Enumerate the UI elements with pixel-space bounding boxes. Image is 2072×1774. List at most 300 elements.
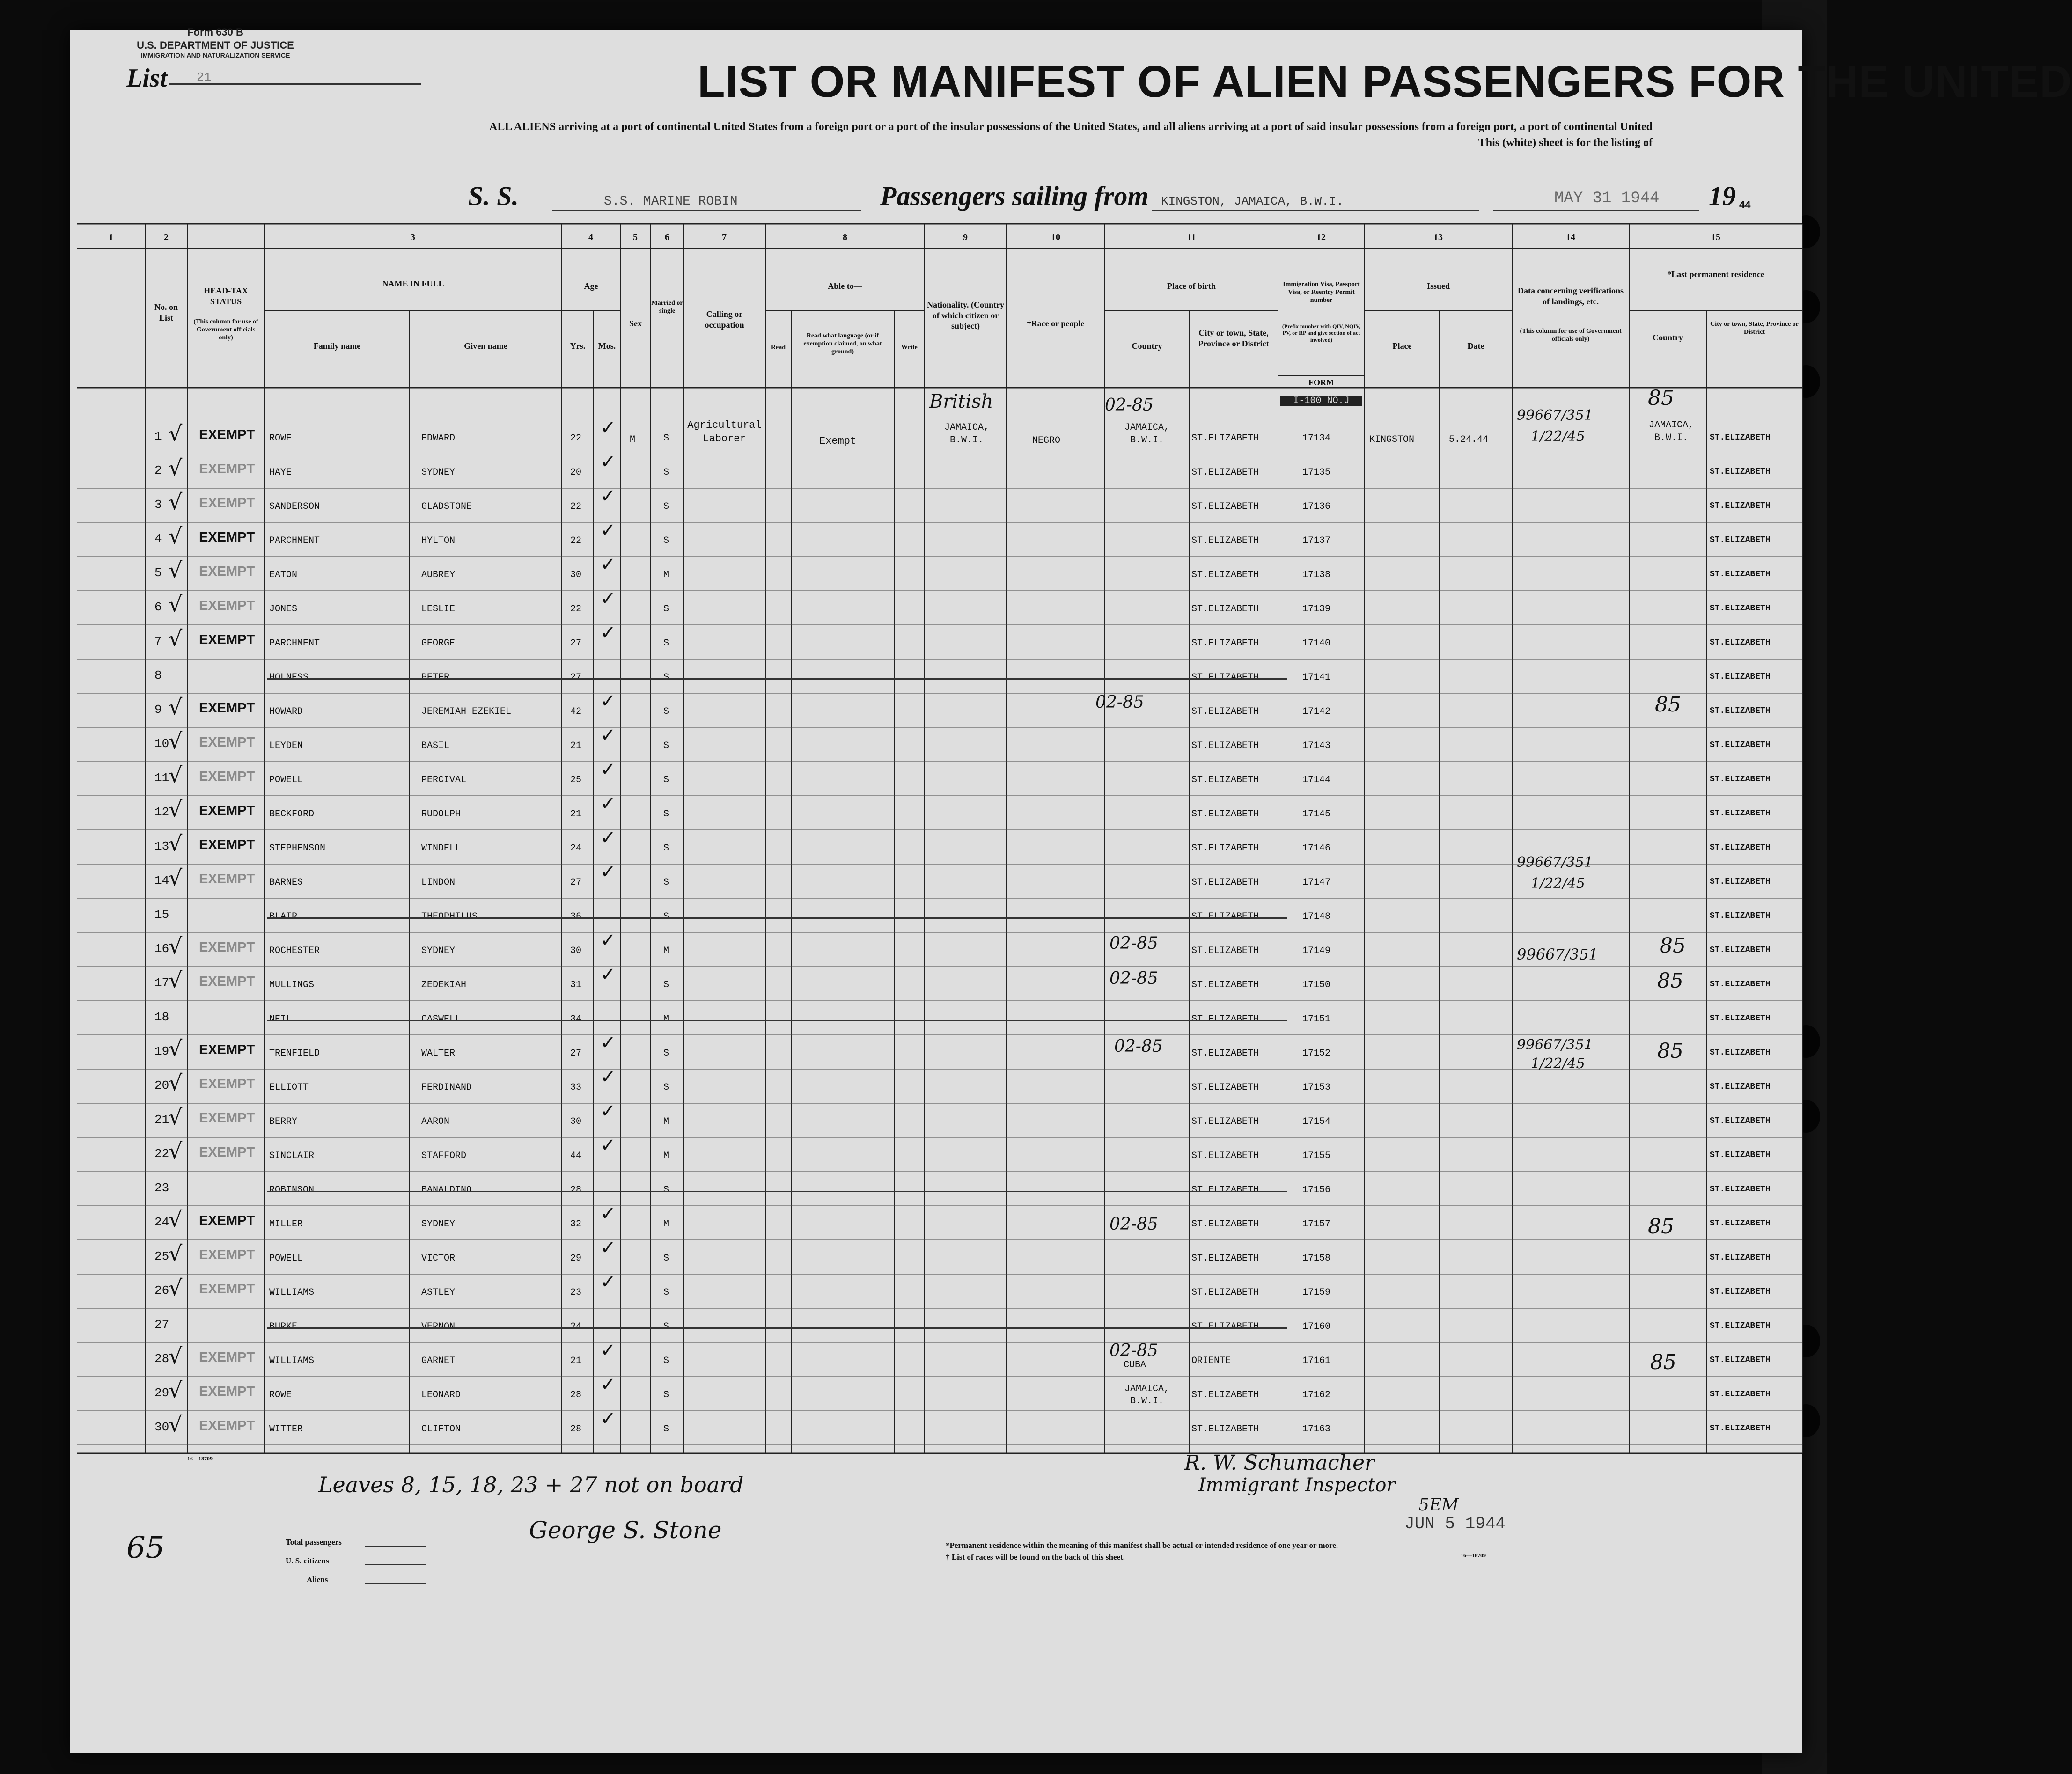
header-age: Age bbox=[584, 281, 598, 291]
row-res-city: ST.ELIZABETH bbox=[1710, 1321, 1771, 1331]
row-family: TRENFIELD bbox=[269, 1048, 320, 1059]
read-language: Exempt bbox=[819, 435, 857, 447]
row-city: ST.ELIZABETH bbox=[1191, 1287, 1259, 1298]
check-mark: √ bbox=[169, 933, 183, 959]
sailing-date: MAY 31 1944 bbox=[1554, 190, 1660, 207]
footer-citizens-line bbox=[365, 1564, 426, 1565]
row-status: S bbox=[663, 809, 669, 820]
row-res-city: ST.ELIZABETH bbox=[1710, 604, 1771, 613]
subtitle-line-2: This (white) sheet is for the listing of bbox=[1478, 136, 1653, 149]
check-mark: ✓ bbox=[600, 485, 616, 507]
row-status: S bbox=[663, 775, 669, 785]
occupation: Agricultural Laborer bbox=[687, 419, 762, 445]
row-res-city: ST.ELIZABETH bbox=[1710, 740, 1771, 750]
service: IMMIGRATION AND NATURALIZATION SERVICE bbox=[140, 51, 290, 59]
birth-country-note: CUBA bbox=[1124, 1360, 1146, 1371]
nationality-handwritten: British bbox=[929, 391, 993, 412]
row-age: 20 bbox=[570, 467, 582, 478]
ship-name: S.S. MARINE ROBIN bbox=[604, 194, 738, 209]
check-mark: √ bbox=[169, 968, 183, 993]
row-age: 27 bbox=[570, 877, 582, 888]
check-mark: √ bbox=[169, 694, 183, 719]
row-no: 16 bbox=[154, 942, 169, 956]
check-mark: √ bbox=[169, 523, 183, 549]
row-no: 7 bbox=[154, 634, 162, 648]
row-age: 29 bbox=[570, 1253, 582, 1264]
check-mark: ✓ bbox=[600, 725, 616, 746]
row-no: 30 bbox=[154, 1420, 169, 1434]
row-visa: 17138 bbox=[1302, 570, 1331, 580]
row-tax: EXEMPT bbox=[199, 1077, 255, 1092]
row-age: 28 bbox=[570, 1390, 582, 1400]
hw-code: 02-85 bbox=[1114, 1037, 1163, 1056]
hw-code: 02-85 bbox=[1109, 1341, 1158, 1360]
row-visa: 17163 bbox=[1302, 1424, 1331, 1435]
row-given: BANALDINO bbox=[421, 1185, 472, 1195]
hw-verification-date: 1/22/45 bbox=[1531, 875, 1585, 892]
row-family: MILLER bbox=[269, 1219, 303, 1230]
row-status: S bbox=[663, 433, 669, 444]
birth-country: JAMAICA, B.W.I. bbox=[1124, 422, 1169, 446]
column-number: 4 bbox=[588, 232, 593, 242]
year-label: 19 bbox=[1709, 181, 1736, 211]
row-visa: 17135 bbox=[1302, 467, 1331, 478]
footer-aliens-line bbox=[365, 1583, 426, 1584]
row-age: 28 bbox=[570, 1424, 582, 1435]
row-no: 28 bbox=[154, 1352, 169, 1366]
row-city: ST.ELIZABETH bbox=[1191, 1082, 1259, 1093]
row-status: S bbox=[663, 638, 669, 649]
row-res-city: ST.ELIZABETH bbox=[1710, 911, 1771, 921]
hw-code: 02-85 bbox=[1095, 693, 1144, 712]
header-place-of-birth: Place of birth bbox=[1167, 281, 1216, 291]
row-family: STEPHENSON bbox=[269, 843, 326, 854]
check-mark: √ bbox=[169, 1412, 183, 1437]
column-number: 9 bbox=[963, 232, 968, 242]
footer-citizens-label: U. S. citizens bbox=[286, 1556, 329, 1565]
check-mark: √ bbox=[169, 592, 183, 617]
row-res-city: ST.ELIZABETH bbox=[1710, 1253, 1771, 1262]
row-city: ST.ELIZABETH bbox=[1191, 1014, 1259, 1025]
hw-res-code: 85 bbox=[1648, 386, 1674, 410]
row-family: SANDERSON bbox=[269, 501, 320, 512]
row-res-city: ST.ELIZABETH bbox=[1710, 535, 1771, 545]
row-visa: 17154 bbox=[1302, 1116, 1331, 1127]
row-visa: 17146 bbox=[1302, 843, 1331, 854]
row-city: ST.ELIZABETH bbox=[1191, 1116, 1259, 1127]
header-issued: Issued bbox=[1426, 281, 1450, 291]
column-number: 14 bbox=[1566, 232, 1575, 242]
row-no: 1 bbox=[154, 429, 162, 443]
row-no: 26 bbox=[154, 1283, 169, 1298]
header-head-tax: HEAD-TAX STATUS bbox=[204, 286, 248, 306]
row-given: WALTER bbox=[421, 1048, 456, 1059]
hw-verification: 99667/351 bbox=[1517, 407, 1593, 424]
row-visa: 17158 bbox=[1302, 1253, 1331, 1264]
row-no: 4 bbox=[154, 532, 162, 546]
row-family: LEYDEN bbox=[269, 740, 303, 751]
row-city: ST.ELIZABETH bbox=[1191, 638, 1259, 649]
row-given: GLADSTONE bbox=[421, 501, 472, 512]
row-city: ST.ELIZABETH bbox=[1191, 911, 1259, 922]
row-visa: 17157 bbox=[1302, 1219, 1331, 1230]
header-married: Married or single bbox=[651, 300, 683, 315]
check-mark: √ bbox=[169, 1070, 183, 1095]
row-given: CASWELL bbox=[421, 1014, 461, 1025]
hw-signature: George S. Stone bbox=[529, 1517, 722, 1544]
row-tax: EXEMPT bbox=[199, 735, 255, 750]
row-age: 42 bbox=[570, 706, 582, 717]
row-res-city: ST.ELIZABETH bbox=[1710, 877, 1771, 887]
row-status: S bbox=[663, 843, 669, 854]
header-landings-note: (This column for use of Government officials only) bbox=[1520, 328, 1622, 343]
row-status: S bbox=[663, 1390, 669, 1400]
row-age: 21 bbox=[570, 809, 582, 820]
row-age: 22 bbox=[570, 535, 582, 546]
row-age: 27 bbox=[570, 638, 582, 649]
hw-res-code: 85 bbox=[1650, 1350, 1676, 1374]
row-visa: 17156 bbox=[1302, 1185, 1331, 1195]
row-status: S bbox=[663, 672, 669, 683]
row-city: ST.ELIZABETH bbox=[1191, 1048, 1259, 1059]
header-visa: Immigration Visa, Passport Visa, or Reentry Permit number bbox=[1283, 281, 1360, 304]
row-res-city: ST.ELIZABETH bbox=[1710, 1390, 1771, 1399]
row-no: 25 bbox=[154, 1249, 169, 1263]
check-mark: √ bbox=[169, 557, 183, 583]
header-nationality: Nationality. (Country of which citizen or subject) bbox=[927, 300, 1005, 330]
ss-label: S. S. bbox=[468, 181, 519, 211]
row-city: ORIENTE bbox=[1191, 1356, 1231, 1366]
header-visa-form: FORM bbox=[1308, 378, 1334, 387]
row-family: BURKE bbox=[269, 1321, 298, 1332]
header-family-name: Family name bbox=[313, 341, 361, 351]
row-status: S bbox=[663, 1356, 669, 1366]
row-tax: EXEMPT bbox=[199, 974, 255, 989]
row-status: S bbox=[663, 1287, 669, 1298]
header-res-country: Country bbox=[1652, 333, 1683, 342]
column-number: 8 bbox=[843, 232, 847, 242]
row-age: 22 bbox=[570, 433, 582, 444]
row-no: 24 bbox=[154, 1215, 169, 1229]
check-mark: √ bbox=[169, 797, 183, 822]
row-tax: EXEMPT bbox=[199, 1111, 255, 1126]
hw-inspector-title: Immigrant Inspector bbox=[1198, 1474, 1396, 1496]
row-tax: EXEMPT bbox=[199, 632, 255, 647]
row-no: 14 bbox=[154, 873, 169, 887]
row-visa: 17147 bbox=[1302, 877, 1331, 888]
row-given: EDWARD bbox=[421, 433, 456, 444]
row-city: ST.ELIZABETH bbox=[1191, 877, 1259, 888]
row-family: PARCHMENT bbox=[269, 535, 320, 546]
strike-through-line bbox=[267, 1327, 1287, 1329]
row-age: 36 bbox=[570, 911, 582, 922]
row-family: HAYE bbox=[269, 467, 292, 478]
row-no: 8 bbox=[154, 668, 162, 682]
row-given: THEOPHILUS bbox=[421, 911, 478, 922]
row-age: 21 bbox=[570, 740, 582, 751]
row-age: 25 bbox=[570, 775, 582, 785]
res-country: JAMAICA, B.W.I. bbox=[1648, 420, 1694, 443]
row-age: 32 bbox=[570, 1219, 582, 1230]
check-mark: ✓ bbox=[600, 930, 616, 951]
row-age: 33 bbox=[570, 1082, 582, 1093]
row-no: 12 bbox=[154, 805, 169, 819]
row-no: 22 bbox=[154, 1147, 169, 1161]
row-res-city: ST.ELIZABETH bbox=[1710, 1116, 1771, 1126]
check-mark: √ bbox=[169, 626, 183, 651]
check-mark: ✓ bbox=[600, 793, 616, 814]
strike-through-line bbox=[267, 1191, 1287, 1192]
column-number: 3 bbox=[411, 232, 415, 242]
row-visa: 17151 bbox=[1302, 1014, 1331, 1025]
check-mark: √ bbox=[169, 1036, 183, 1061]
row-family: EATON bbox=[269, 570, 298, 580]
row-age: 21 bbox=[570, 1356, 582, 1366]
check-mark: √ bbox=[169, 762, 183, 788]
check-mark: √ bbox=[169, 1378, 183, 1403]
issued-place: KINGSTON bbox=[1369, 434, 1415, 445]
row-res-city: ST.ELIZABETH bbox=[1710, 1185, 1771, 1194]
row-given: VICTOR bbox=[421, 1253, 456, 1264]
check-mark: √ bbox=[169, 1343, 183, 1369]
row-status: S bbox=[663, 1185, 669, 1195]
hw-verification: 99667/351 bbox=[1517, 946, 1598, 963]
check-mark: ✓ bbox=[600, 1271, 616, 1293]
row-family: NEIL bbox=[269, 1014, 292, 1025]
row-visa: 17150 bbox=[1302, 980, 1331, 990]
row-tax: EXEMPT bbox=[199, 803, 255, 818]
row-res-city: ST.ELIZABETH bbox=[1710, 1219, 1771, 1228]
row-visa: 17140 bbox=[1302, 638, 1331, 649]
row-city: ST.ELIZABETH bbox=[1191, 672, 1259, 683]
row-res-city: ST.ELIZABETH bbox=[1710, 672, 1771, 682]
row-given: STAFFORD bbox=[421, 1151, 467, 1161]
row-res-city: ST.ELIZABETH bbox=[1710, 1151, 1771, 1160]
header-sex: Sex bbox=[629, 319, 642, 328]
row-city: ST.ELIZABETH bbox=[1191, 1185, 1259, 1195]
row-age: 30 bbox=[570, 1116, 582, 1127]
check-mark: √ bbox=[169, 865, 183, 890]
sailing-from: KINGSTON, JAMAICA, B.W.I. bbox=[1161, 194, 1344, 208]
page-title: LIST OR MANIFEST OF ALIEN PASSENGERS FOR THE UNITED bbox=[698, 57, 2072, 107]
strike-through-line bbox=[267, 917, 1287, 919]
row-family: BARNES bbox=[269, 877, 303, 888]
row-given: SYDNEY bbox=[421, 467, 456, 478]
check-mark: ✓ bbox=[600, 417, 616, 439]
row-visa: 17145 bbox=[1302, 809, 1331, 820]
year-suffix: 44 bbox=[1739, 199, 1751, 211]
visa-form-number: I-100 NO.J bbox=[1280, 396, 1362, 406]
row-visa: 17148 bbox=[1302, 911, 1331, 922]
row-city: ST.ELIZABETH bbox=[1191, 467, 1259, 478]
check-mark: ✓ bbox=[600, 520, 616, 541]
row-city: ST.ELIZABETH bbox=[1191, 1253, 1259, 1264]
hw-res-code: 85 bbox=[1660, 934, 1686, 958]
row-given: AUBREY bbox=[421, 570, 456, 580]
row-family: SINCLAIR bbox=[269, 1151, 315, 1161]
row-res-city: ST.ELIZABETH bbox=[1710, 433, 1771, 442]
check-mark: ✓ bbox=[600, 588, 616, 609]
issued-date: 5.24.44 bbox=[1449, 434, 1489, 445]
hw-res-code: 85 bbox=[1657, 1039, 1683, 1063]
row-visa: 17152 bbox=[1302, 1048, 1331, 1059]
column-number: 11 bbox=[1187, 232, 1196, 242]
header-calling: Calling or occupation bbox=[705, 309, 744, 330]
check-mark: ✓ bbox=[600, 964, 616, 985]
row-res-city: ST.ELIZABETH bbox=[1710, 1048, 1771, 1057]
header-head-tax-note: (This column for use of Government officials only) bbox=[193, 318, 258, 341]
row-city: ST.ELIZABETH bbox=[1191, 1321, 1259, 1332]
row-status: S bbox=[663, 1424, 669, 1435]
hw-code: 02-85 bbox=[1109, 969, 1158, 988]
row-city: ST.ELIZABETH bbox=[1191, 1219, 1259, 1230]
row-given: LEONARD bbox=[421, 1390, 461, 1400]
row-no: 27 bbox=[154, 1318, 169, 1332]
row-no: 5 bbox=[154, 566, 162, 580]
check-mark: ✓ bbox=[600, 1374, 616, 1395]
row-res-city: ST.ELIZABETH bbox=[1710, 501, 1771, 511]
row-no: 3 bbox=[154, 498, 162, 512]
print-code-left: 16—18709 bbox=[187, 1455, 213, 1462]
check-mark: ✓ bbox=[600, 861, 616, 883]
column-number: 2 bbox=[164, 232, 169, 242]
row-city: ST.ELIZABETH bbox=[1191, 706, 1259, 717]
row-family: BLAIR bbox=[269, 911, 298, 922]
race: NEGRO bbox=[1032, 435, 1061, 446]
row-status: S bbox=[663, 501, 669, 512]
row-age: 44 bbox=[570, 1151, 582, 1161]
header-read-language: Read what language (or if exemption claimed, on what ground) bbox=[803, 332, 882, 355]
row-tax: EXEMPT bbox=[199, 701, 255, 716]
row-res-city: ST.ELIZABETH bbox=[1710, 638, 1771, 647]
row-age: 30 bbox=[570, 946, 582, 956]
row-no: 2 bbox=[154, 463, 162, 477]
column-number: 7 bbox=[722, 232, 727, 242]
row-status: S bbox=[663, 604, 669, 615]
check-mark: ✓ bbox=[600, 1100, 616, 1122]
row-family: HOWARD bbox=[269, 706, 303, 717]
header-write: Write bbox=[901, 344, 918, 351]
row-age: 28 bbox=[570, 1185, 582, 1195]
row-age: 23 bbox=[570, 1287, 582, 1298]
check-mark: ✓ bbox=[600, 759, 616, 780]
row-no: 6 bbox=[154, 600, 162, 614]
row-family: MULLINGS bbox=[269, 980, 315, 990]
row-age: 27 bbox=[570, 1048, 582, 1059]
check-mark: √ bbox=[169, 489, 183, 514]
row-city: ST.ELIZABETH bbox=[1191, 570, 1259, 580]
header-city: City or town, State, Province or District bbox=[1198, 328, 1269, 348]
row-visa: 17159 bbox=[1302, 1287, 1331, 1298]
row-no: 9 bbox=[154, 703, 162, 717]
row-tax: EXEMPT bbox=[199, 427, 255, 442]
check-mark: ✓ bbox=[600, 1237, 616, 1259]
row-res-city: ST.ELIZABETH bbox=[1710, 1014, 1771, 1023]
hw-code: 02-85 bbox=[1109, 934, 1158, 953]
row-res-city: ST.ELIZABETH bbox=[1710, 1356, 1771, 1365]
row-status: M bbox=[663, 946, 669, 956]
row-visa: 17142 bbox=[1302, 706, 1331, 717]
row-visa: 17141 bbox=[1302, 672, 1331, 683]
row-status: M bbox=[663, 1116, 669, 1127]
row-family: WILLIAMS bbox=[269, 1356, 315, 1366]
row-city: ST.ELIZABETH bbox=[1191, 1424, 1259, 1435]
row-status: M bbox=[663, 1151, 669, 1161]
header-read: Read bbox=[771, 344, 786, 351]
check-mark: ✓ bbox=[600, 690, 616, 712]
row-given: PETER bbox=[421, 672, 450, 683]
row-res-city: ST.ELIZABETH bbox=[1710, 980, 1771, 989]
row-status: M bbox=[663, 1014, 669, 1025]
check-mark: √ bbox=[169, 455, 183, 480]
row-given: WINDELL bbox=[421, 843, 461, 854]
row-tax: EXEMPT bbox=[199, 1418, 255, 1433]
row-city: ST.ELIZABETH bbox=[1191, 433, 1259, 444]
row-given: GEORGE bbox=[421, 638, 456, 649]
row-given: RUDOLPH bbox=[421, 809, 461, 820]
row-age: 24 bbox=[570, 1321, 582, 1332]
header-no-on-list: No. on List bbox=[154, 302, 178, 323]
header-date: Date bbox=[1467, 341, 1484, 351]
header-country: Country bbox=[1132, 341, 1162, 351]
row-visa: 17136 bbox=[1302, 501, 1331, 512]
row-city: ST.ELIZABETH bbox=[1191, 1390, 1259, 1400]
row-tax: EXEMPT bbox=[199, 1042, 255, 1057]
row-status: S bbox=[663, 467, 669, 478]
row-age: 22 bbox=[570, 501, 582, 512]
row-visa: 17160 bbox=[1302, 1321, 1331, 1332]
footnote-races: † List of races will be found on the back of this sheet. bbox=[946, 1553, 1125, 1561]
row-status: S bbox=[663, 1321, 669, 1332]
row-age: 22 bbox=[570, 604, 582, 615]
hw-res-code: 85 bbox=[1655, 693, 1681, 717]
row-tax: EXEMPT bbox=[199, 1282, 255, 1297]
check-mark: √ bbox=[169, 1241, 183, 1266]
row-res-city: ST.ELIZABETH bbox=[1710, 1424, 1771, 1433]
strike-through-line bbox=[267, 1020, 1287, 1021]
row-visa: 17144 bbox=[1302, 775, 1331, 785]
row-visa: 17162 bbox=[1302, 1390, 1331, 1400]
row-status: M bbox=[663, 570, 669, 580]
row-status: S bbox=[663, 1082, 669, 1093]
check-mark: ✓ bbox=[600, 451, 616, 473]
check-mark: ✓ bbox=[600, 827, 616, 849]
row-no: 18 bbox=[154, 1010, 169, 1024]
row-family: JONES bbox=[269, 604, 298, 615]
row-no: 23 bbox=[154, 1181, 169, 1195]
hw-verification: 99667/351 bbox=[1517, 854, 1593, 871]
check-mark: √ bbox=[169, 1275, 183, 1300]
strike-through-line bbox=[267, 678, 1287, 680]
row-age: 27 bbox=[570, 672, 582, 683]
row-tax: EXEMPT bbox=[199, 1213, 255, 1228]
footnote-residence: *Permanent residence within the meaning of this manifest shall be actual or intended residence of one year or more. bbox=[946, 1541, 1338, 1550]
row-status: S bbox=[663, 740, 669, 751]
row-no: 11 bbox=[154, 771, 169, 785]
row-status: S bbox=[663, 980, 669, 990]
row-status: S bbox=[663, 706, 669, 717]
row-visa: 17137 bbox=[1302, 535, 1331, 546]
header-race: †Race or people bbox=[1027, 319, 1085, 328]
row-tax: EXEMPT bbox=[199, 872, 255, 887]
header-residence: *Last permanent residence bbox=[1667, 270, 1764, 279]
check-mark: ✓ bbox=[600, 1203, 616, 1224]
print-code: 16—18709 bbox=[1461, 1552, 1486, 1559]
row-tax: EXEMPT bbox=[199, 1145, 255, 1160]
nationality: JAMAICA, B.W.I. bbox=[944, 422, 989, 446]
row-status: M bbox=[663, 1219, 669, 1230]
row-given: SYDNEY bbox=[421, 1219, 456, 1230]
